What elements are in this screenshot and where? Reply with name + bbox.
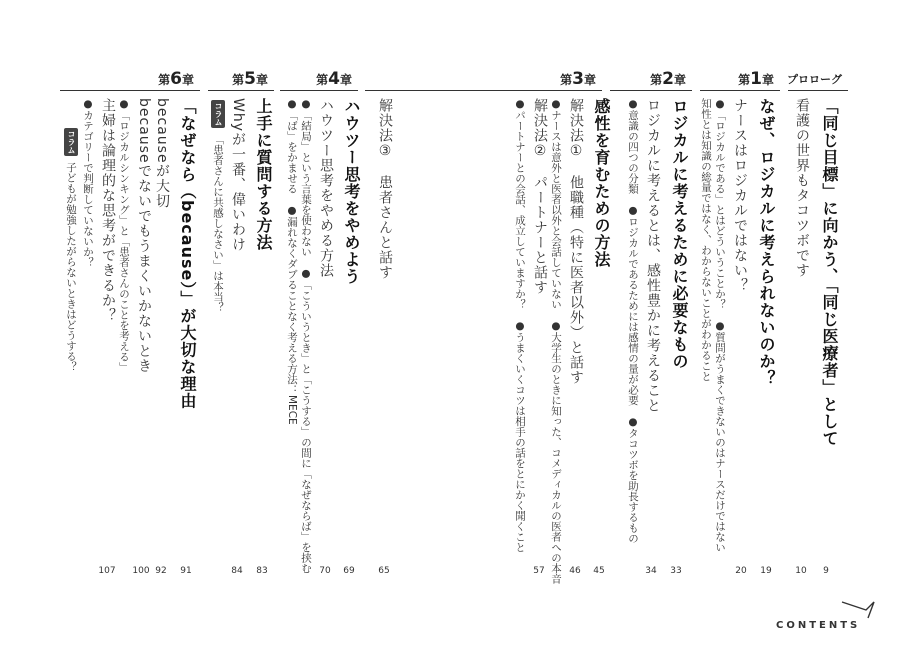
ch3-sub: ●ナースは意外と医者以外と会話していない ●大学生のときに知った、コメディカルの医者への本音 [550,98,562,584]
ch5-column: 「患者さんに共感しなさい」は本当？ [212,134,224,313]
ch1-sub: ●「ロジカルである」とはどういうことか？ ●質問がうまくできないのはナースだけではない [714,98,726,553]
ch2-entry: ロジカルに考えるとは、感性豊かに考えること [645,98,661,413]
flag-icon [840,598,876,620]
page-number: 69 [343,566,355,576]
ch3-entry: 解決法③ 患者さんと話す [377,98,393,280]
ch4-sub: ●「ば」をかませる ●漏れなくダブることなく考える方法：MECE [286,98,298,425]
ch3-entry: 解決法② パートナーと話す [532,98,548,295]
ch6-entry: becauseでないでもうまくいかないとき [136,98,152,374]
ch6-column: 子どもが勉強したがらないときはどうする？ [65,162,77,372]
page-number: 107 [98,566,116,576]
ch4-title: ハウツー思考をやめよう [342,98,361,285]
header-ch2: 第2章 [610,68,692,91]
ch3-title: 感性を育むための方法 [592,98,611,268]
ch3-entry: 解決法① 他職種（特に医者以外）と話す [568,98,584,385]
prologue-entry: 看護の世界もタコツボです [794,98,810,278]
header-ch6: 第6章 [60,68,200,91]
ch2-sub: ●意識の四つの分類 ●ロジカルであるためには感情の量が必要 ●タコツボを助長するもの [627,98,639,544]
ch1-entry: ナースはロジカルではない？ [732,98,748,293]
page-number: 34 [645,566,657,576]
contents-label: CONTENTS [776,620,861,631]
ch6-sub: ●「ロジカルシンキング」と「患者さんのことを考える」 [118,98,130,373]
ch6-sub: ●カテゴリーで判断していないか？ [82,98,94,268]
ch1-title: なぜ、ロジカルに考えられないのか？ [757,98,776,387]
column-badge: コラム [64,128,78,156]
page-number: 20 [735,566,747,576]
page-number: 45 [593,566,605,576]
page-number: 57 [533,566,545,576]
header-ch5: 第5章 [208,68,274,91]
ch6-entry: becauseが大切 [154,98,170,209]
ch2-title: ロジカルに考えるために必要なもの [670,98,689,370]
page-number: 9 [823,566,829,576]
header-label: プロローグ [787,73,842,86]
header-ch4: 第4章 [280,68,358,91]
ch5-entry: Whyが一番、偉いわけ [230,98,246,253]
page-number: 10 [795,566,807,576]
header-prologue [788,68,848,91]
page-number: 19 [760,566,772,576]
page-number: 46 [569,566,581,576]
page-number: 33 [670,566,682,576]
page-number: 91 [180,566,192,576]
page-number: 65 [378,566,390,576]
prologue-title: 「同じ目標」に向かう、「同じ医療者」として [820,98,839,447]
header-ch3: 第3章 [365,68,602,91]
page-number: 70 [319,566,331,576]
page-number: 83 [256,566,268,576]
page-number: 100 [132,566,150,576]
header-ch1: 第1章 [700,68,780,91]
column-badge: コラム [211,100,225,128]
ch4-entry: ハウツー思考をやめる方法 [318,98,334,278]
ch1-sub: 知性とは知識の総量ではなく、わからないことがわかること [700,98,712,382]
ch4-sub: ●「結局」という言葉を使わない ●「こういうとき」と「こうする」の間に「なぜならば」を挟む [300,98,312,574]
ch5-title: 上手に質問する方法 [254,98,273,251]
page-number: 84 [231,566,243,576]
ch3-sub: ●パートナーとの会話、成立していますか？ ●うまくいくコツは相手の話をとにかく聞くこと [514,98,526,553]
ch6-entry: 主婦は論理的な思考ができるか？ [100,98,116,323]
ch6-title: 「なぜなら（because）」が大切な理由 [178,98,197,410]
page-number: 92 [155,566,167,576]
